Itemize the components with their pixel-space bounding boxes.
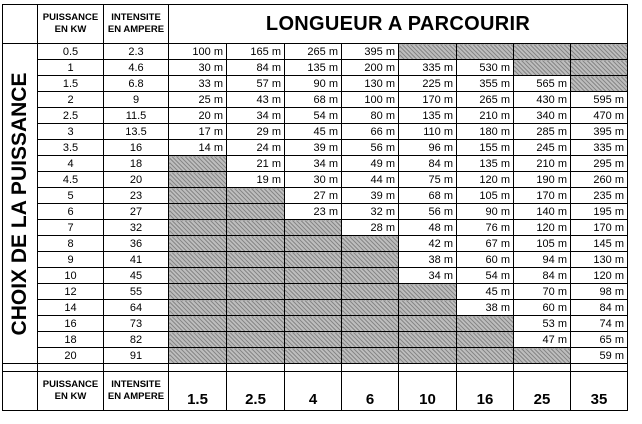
unavailable-cell (342, 348, 399, 364)
length-cell: 21 m (227, 156, 285, 172)
length-cell: 530 m (457, 60, 514, 76)
length-cell: 265 m (285, 44, 342, 60)
length-cell: 45 m (285, 124, 342, 140)
gap-cell (342, 364, 399, 372)
table-row (3, 348, 628, 364)
unavailable-cell (285, 300, 342, 316)
unavailable-cell (169, 204, 227, 220)
corner-cell (3, 5, 38, 44)
unavailable-cell (227, 300, 285, 316)
length-cell: 57 m (227, 76, 285, 92)
length-cell: 235 m (571, 188, 628, 204)
length-cell: 30 m (285, 172, 342, 188)
section-label: 10 (399, 372, 457, 411)
length-cell: 49 m (342, 156, 399, 172)
unavailable-cell (342, 284, 399, 300)
unavailable-cell (227, 268, 285, 284)
length-cell: 200 m (342, 60, 399, 76)
length-cell: 98 m (571, 284, 628, 300)
table-row (3, 236, 628, 252)
table-row (3, 252, 628, 268)
table-body (3, 44, 628, 364)
table-row (3, 44, 628, 60)
unavailable-cell (342, 332, 399, 348)
length-cell: 45 m (457, 284, 514, 300)
footer-power-label: PUISSANCE EN KW (42, 379, 99, 402)
length-cell: 210 m (457, 108, 514, 124)
length-cell: 170 m (514, 188, 571, 204)
current-cell: 55 (104, 284, 169, 300)
unavailable-cell (514, 60, 571, 76)
section-label: 25 (514, 372, 571, 411)
length-cell: 84 m (227, 60, 285, 76)
power-cell: 18 (38, 332, 104, 348)
power-cell: 3 (38, 124, 104, 140)
length-cell: 190 m (514, 172, 571, 188)
gap-cell (3, 364, 38, 372)
unavailable-cell (342, 316, 399, 332)
length-cell: 170 m (571, 220, 628, 236)
length-cell: 32 m (342, 204, 399, 220)
length-cell: 135 m (399, 108, 457, 124)
table-row (3, 220, 628, 236)
length-cell: 47 m (514, 332, 571, 348)
length-cell: 59 m (571, 348, 628, 364)
unavailable-cell (285, 252, 342, 268)
length-cell: 120 m (571, 268, 628, 284)
unavailable-cell (399, 300, 457, 316)
length-cell: 90 m (285, 76, 342, 92)
table-row (3, 156, 628, 172)
table-row (3, 316, 628, 332)
page-title: LONGUEUR A PARCOURIR (169, 5, 628, 44)
power-cell: 1.5 (38, 76, 104, 92)
length-cell: 210 m (514, 156, 571, 172)
length-cell: 195 m (571, 204, 628, 220)
unavailable-cell (169, 156, 227, 172)
length-cell: 17 m (169, 124, 227, 140)
length-cell: 260 m (571, 172, 628, 188)
unavailable-cell (342, 300, 399, 316)
length-cell: 180 m (457, 124, 514, 140)
unavailable-cell (399, 348, 457, 364)
unavailable-cell (571, 44, 628, 60)
gap-cell (571, 364, 628, 372)
section-label: 4 (285, 372, 342, 411)
current-cell: 16 (104, 140, 169, 156)
current-cell: 11.5 (104, 108, 169, 124)
length-cell: 105 m (457, 188, 514, 204)
footer-corner (3, 372, 38, 411)
unavailable-cell (514, 44, 571, 60)
power-cell: 14 (38, 300, 104, 316)
length-cell: 110 m (399, 124, 457, 140)
unavailable-cell (227, 284, 285, 300)
table-row (3, 284, 628, 300)
table-row (3, 76, 628, 92)
current-cell: 64 (104, 300, 169, 316)
length-cell: 84 m (514, 268, 571, 284)
unavailable-cell (169, 236, 227, 252)
length-cell: 54 m (457, 268, 514, 284)
unavailable-cell (169, 268, 227, 284)
length-cell: 38 m (399, 252, 457, 268)
unavailable-cell (571, 76, 628, 92)
power-cell: 7 (38, 220, 104, 236)
unavailable-cell (285, 236, 342, 252)
unavailable-cell (285, 284, 342, 300)
length-cell: 23 m (285, 204, 342, 220)
length-cell: 84 m (399, 156, 457, 172)
footer-power (38, 372, 104, 411)
length-cell: 105 m (514, 236, 571, 252)
power-cell: 9 (38, 252, 104, 268)
current-cell: 91 (104, 348, 169, 364)
length-cell: 39 m (285, 140, 342, 156)
current-cell: 23 (104, 188, 169, 204)
length-cell: 340 m (514, 108, 571, 124)
length-cell: 84 m (571, 300, 628, 316)
current-cell: 6.8 (104, 76, 169, 92)
length-cell: 20 m (169, 108, 227, 124)
gap-cell (169, 364, 227, 372)
header-power-label: PUISSANCE EN KW (42, 12, 99, 35)
length-cell: 335 m (571, 140, 628, 156)
length-cell: 19 m (227, 172, 285, 188)
table-row (3, 268, 628, 284)
unavailable-cell (285, 332, 342, 348)
current-cell: 13.5 (104, 124, 169, 140)
length-cell: 565 m (514, 76, 571, 92)
length-cell: 27 m (285, 188, 342, 204)
power-cell: 8 (38, 236, 104, 252)
length-cell: 100 m (342, 92, 399, 108)
table-row (3, 60, 628, 76)
length-cell: 30 m (169, 60, 227, 76)
power-cell: 5 (38, 188, 104, 204)
unavailable-cell (169, 316, 227, 332)
unavailable-cell (169, 348, 227, 364)
gap-cell (227, 364, 285, 372)
unavailable-cell (342, 252, 399, 268)
length-cell: 68 m (285, 92, 342, 108)
length-cell: 170 m (399, 92, 457, 108)
gap-cell (399, 364, 457, 372)
length-cell: 80 m (342, 108, 399, 124)
power-cell: 0.5 (38, 44, 104, 60)
unavailable-cell (169, 252, 227, 268)
length-cell: 44 m (342, 172, 399, 188)
current-cell: 82 (104, 332, 169, 348)
gap-cell (38, 364, 104, 372)
unavailable-cell (399, 332, 457, 348)
side-label-cell (3, 44, 38, 364)
section-label: 16 (457, 372, 514, 411)
unavailable-cell (169, 300, 227, 316)
unavailable-cell (457, 316, 514, 332)
current-cell: 20 (104, 172, 169, 188)
table-row (3, 188, 628, 204)
length-cell: 335 m (399, 60, 457, 76)
unavailable-cell (342, 236, 399, 252)
length-cell: 90 m (457, 204, 514, 220)
current-cell: 4.6 (104, 60, 169, 76)
unavailable-cell (457, 332, 514, 348)
unavailable-cell (227, 204, 285, 220)
current-cell: 32 (104, 220, 169, 236)
unavailable-cell (227, 220, 285, 236)
unavailable-cell (285, 316, 342, 332)
table-row (3, 332, 628, 348)
unavailable-cell (399, 316, 457, 332)
power-cell: 4 (38, 156, 104, 172)
section-label: 1.5 (169, 372, 227, 411)
length-cell: 130 m (571, 252, 628, 268)
header-current-label: INTENSITE EN AMPERE (107, 12, 165, 35)
current-cell: 2.3 (104, 44, 169, 60)
length-cell: 14 m (169, 140, 227, 156)
unavailable-cell (169, 284, 227, 300)
current-cell: 41 (104, 252, 169, 268)
length-cell: 34 m (285, 156, 342, 172)
unavailable-cell (169, 220, 227, 236)
length-cell: 25 m (169, 92, 227, 108)
gap-cell (104, 364, 169, 372)
length-cell: 67 m (457, 236, 514, 252)
unavailable-cell (342, 268, 399, 284)
length-cell: 42 m (399, 236, 457, 252)
length-cell: 155 m (457, 140, 514, 156)
length-cell: 56 m (399, 204, 457, 220)
length-cell: 96 m (399, 140, 457, 156)
cable-length-table (2, 4, 628, 411)
length-cell: 76 m (457, 220, 514, 236)
length-cell: 60 m (514, 300, 571, 316)
length-cell: 120 m (457, 172, 514, 188)
footer-current (104, 372, 169, 411)
power-cell: 4.5 (38, 172, 104, 188)
unavailable-cell (227, 332, 285, 348)
length-cell: 34 m (399, 268, 457, 284)
header-power (38, 5, 104, 44)
length-cell: 100 m (169, 44, 227, 60)
unavailable-cell (514, 348, 571, 364)
length-cell: 28 m (342, 220, 399, 236)
length-cell: 33 m (169, 76, 227, 92)
current-cell: 27 (104, 204, 169, 220)
current-cell: 73 (104, 316, 169, 332)
length-cell: 395 m (342, 44, 399, 60)
current-cell: 45 (104, 268, 169, 284)
length-cell: 68 m (399, 188, 457, 204)
table-row (3, 300, 628, 316)
current-cell: 9 (104, 92, 169, 108)
length-cell: 66 m (342, 124, 399, 140)
power-cell: 12 (38, 284, 104, 300)
length-cell: 225 m (399, 76, 457, 92)
length-cell: 295 m (571, 156, 628, 172)
length-cell: 39 m (342, 188, 399, 204)
section-label: 6 (342, 372, 399, 411)
current-cell: 18 (104, 156, 169, 172)
power-cell: 10 (38, 268, 104, 284)
unavailable-cell (571, 60, 628, 76)
power-cell: 2 (38, 92, 104, 108)
length-cell: 130 m (342, 76, 399, 92)
length-cell: 65 m (571, 332, 628, 348)
length-cell: 70 m (514, 284, 571, 300)
unavailable-cell (285, 268, 342, 284)
unavailable-cell (227, 252, 285, 268)
length-cell: 38 m (457, 300, 514, 316)
power-cell: 1 (38, 60, 104, 76)
table-row (3, 124, 628, 140)
power-cell: 3.5 (38, 140, 104, 156)
unavailable-cell (227, 188, 285, 204)
section-label: 2.5 (227, 372, 285, 411)
length-cell: 94 m (514, 252, 571, 268)
current-cell: 36 (104, 236, 169, 252)
length-cell: 145 m (571, 236, 628, 252)
gap-cell (285, 364, 342, 372)
length-cell: 53 m (514, 316, 571, 332)
length-cell: 24 m (227, 140, 285, 156)
length-cell: 56 m (342, 140, 399, 156)
length-cell: 430 m (514, 92, 571, 108)
length-cell: 43 m (227, 92, 285, 108)
length-cell: 595 m (571, 92, 628, 108)
length-cell: 60 m (457, 252, 514, 268)
table-row (3, 108, 628, 124)
power-cell: 2.5 (38, 108, 104, 124)
table-row (3, 172, 628, 188)
unavailable-cell (227, 236, 285, 252)
length-cell: 54 m (285, 108, 342, 124)
length-cell: 75 m (399, 172, 457, 188)
length-cell: 395 m (571, 124, 628, 140)
unavailable-cell (227, 316, 285, 332)
unavailable-cell (399, 284, 457, 300)
length-cell: 140 m (514, 204, 571, 220)
header-current (104, 5, 169, 44)
length-cell: 265 m (457, 92, 514, 108)
section-label: 35 (571, 372, 628, 411)
length-cell: 165 m (227, 44, 285, 60)
unavailable-cell (227, 348, 285, 364)
length-cell: 74 m (571, 316, 628, 332)
power-cell: 20 (38, 348, 104, 364)
length-cell: 48 m (399, 220, 457, 236)
length-cell: 355 m (457, 76, 514, 92)
unavailable-cell (457, 44, 514, 60)
gap-cell (457, 364, 514, 372)
unavailable-cell (399, 44, 457, 60)
length-cell: 135 m (457, 156, 514, 172)
unavailable-cell (285, 348, 342, 364)
length-cell: 470 m (571, 108, 628, 124)
unavailable-cell (169, 172, 227, 188)
length-cell: 34 m (227, 108, 285, 124)
table-row (3, 140, 628, 156)
table-row (3, 204, 628, 220)
unavailable-cell (457, 348, 514, 364)
length-cell: 285 m (514, 124, 571, 140)
table-container (2, 4, 628, 411)
footer-current-label: INTENSITE EN AMPERE (107, 379, 165, 402)
side-label: CHOIX DE LA PUISSANCE (8, 72, 31, 335)
unavailable-cell (169, 188, 227, 204)
length-cell: 245 m (514, 140, 571, 156)
length-cell: 120 m (514, 220, 571, 236)
table-row (3, 92, 628, 108)
unavailable-cell (169, 332, 227, 348)
power-cell: 16 (38, 316, 104, 332)
unavailable-cell (285, 220, 342, 236)
length-cell: 135 m (285, 60, 342, 76)
length-cell: 29 m (227, 124, 285, 140)
power-cell: 6 (38, 204, 104, 220)
gap-cell (514, 364, 571, 372)
